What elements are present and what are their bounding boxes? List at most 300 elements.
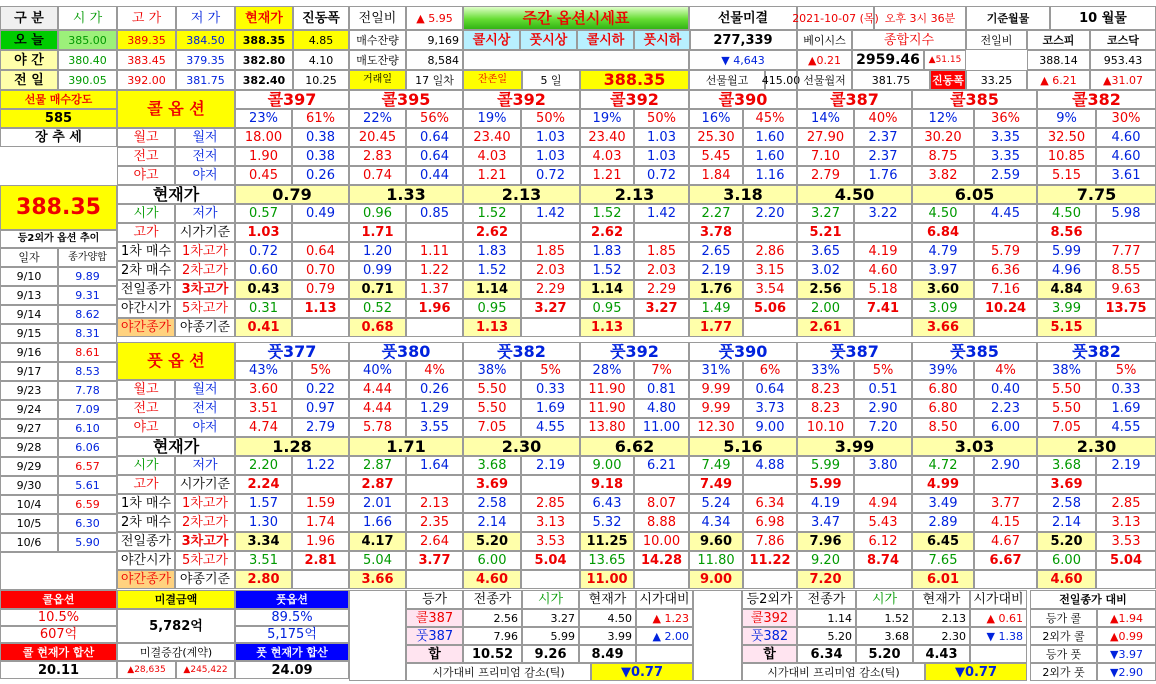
cell: 1.85	[521, 242, 580, 261]
row-label: 야간시가	[117, 299, 175, 318]
cell: 5.15	[1037, 318, 1096, 337]
cell: 9.60	[689, 532, 743, 551]
row-label: 전저	[175, 147, 235, 166]
call-amt: 607억	[0, 626, 117, 643]
cell: 25.30	[689, 128, 743, 147]
row-label: 2차고가	[175, 513, 235, 532]
cell: 1.13	[463, 318, 521, 337]
cell: 5.79	[974, 242, 1037, 261]
cell	[974, 318, 1037, 337]
row-prev-c0: 전 일	[0, 70, 58, 90]
table-cell: 1.52	[856, 609, 913, 627]
cell: 9.18	[580, 475, 634, 494]
cell: 2.79	[797, 166, 854, 185]
row-today-c2: 389.35	[117, 30, 176, 50]
cell: 2.61	[797, 318, 854, 337]
cell: 1.69	[521, 399, 580, 418]
cell: 1.03	[634, 147, 689, 166]
cell: 1.83	[463, 242, 521, 261]
put-pct2-0: 5%	[292, 361, 349, 380]
page-title: 주간 옵션시세표	[463, 6, 689, 30]
cell: 0.38	[292, 128, 349, 147]
cell: 9.63	[1096, 280, 1156, 299]
cell	[406, 475, 463, 494]
cell: 8.56	[1037, 223, 1096, 242]
row-today-c0: 오 늘	[0, 30, 58, 50]
cell: 4.60	[1096, 128, 1156, 147]
trend-value: 7.09	[58, 400, 117, 419]
table-cell: 콜387	[406, 609, 463, 627]
cell: 6.45	[912, 532, 974, 551]
cell: 4.96	[1037, 261, 1096, 280]
row-label: 야고	[117, 418, 175, 437]
cell: 1.14	[580, 280, 634, 299]
cell: 3.35	[974, 147, 1037, 166]
cell: 5.50	[1037, 399, 1096, 418]
cell: 1.11	[406, 242, 463, 261]
basis-change: ▲0.21	[797, 50, 852, 70]
cell: 0.64	[743, 380, 797, 399]
row-label: 저가	[175, 456, 235, 475]
cell	[406, 570, 463, 589]
current-0: 1.28	[235, 437, 349, 456]
cell: 4.44	[349, 380, 406, 399]
cell: 11.00	[634, 418, 689, 437]
cmp-label: 2외가 콜	[1030, 627, 1097, 645]
cell: 11.22	[743, 551, 797, 570]
current-2: 2.30	[463, 437, 580, 456]
cell: 2.23	[974, 399, 1037, 418]
cell: 4.60	[854, 261, 912, 280]
table-cell: 8.49	[579, 645, 636, 663]
current-label: 현재가	[117, 185, 235, 204]
buy-remaining-label: 매수잔량	[349, 30, 406, 50]
cell: 3.69	[1037, 475, 1096, 494]
cell: 3.65	[797, 242, 854, 261]
cell: 1.76	[854, 166, 912, 185]
futures-price: 388.35	[580, 70, 689, 90]
cell: 3.15	[743, 261, 797, 280]
row-label: 1차 매수	[117, 242, 175, 261]
row-label: 5차고가	[175, 299, 235, 318]
cell: 2.14	[463, 513, 521, 532]
cmp-value: ▼3.97	[1097, 645, 1156, 663]
trend-date: 9/29	[0, 457, 58, 476]
cell: 9.00	[743, 418, 797, 437]
cell: 0.74	[349, 166, 406, 185]
row-today-c4: 388.35	[235, 30, 293, 50]
cell: 2.13	[406, 494, 463, 513]
cell: 1.14	[463, 280, 521, 299]
cell: 5.18	[854, 280, 912, 299]
trend-date: 10/6	[0, 533, 58, 552]
cell	[521, 223, 580, 242]
cell: 7.86	[743, 532, 797, 551]
cell: 11.90	[580, 380, 634, 399]
cell: 8.88	[634, 513, 689, 532]
label-gubun: 구 분	[0, 6, 58, 30]
cell: 7.16	[974, 280, 1037, 299]
cell: 3.73	[743, 399, 797, 418]
put-sum-label: 풋 현재가 합산	[235, 643, 349, 661]
buy-remaining-value: 9,169	[406, 30, 463, 50]
kospi-label: 코스피	[1027, 30, 1090, 50]
cell: 7.65	[912, 551, 974, 570]
row-label: 5차고가	[175, 551, 235, 570]
cell: 0.72	[634, 166, 689, 185]
cell: 4.19	[797, 494, 854, 513]
cell: 2.58	[1037, 494, 1096, 513]
table-cell: 풋382	[742, 627, 797, 645]
table-cell: 풋387	[406, 627, 463, 645]
cell: 13.75	[1096, 299, 1156, 318]
cell: 2.24	[235, 475, 292, 494]
put-pct2-3: 7%	[634, 361, 689, 380]
trend-date: 9/17	[0, 362, 58, 381]
cell: 6.01	[912, 570, 974, 589]
cell: 3.60	[235, 380, 292, 399]
table-cell: 7.96	[463, 627, 522, 645]
table-cell: ▲ 2.00	[636, 627, 693, 645]
cell: 10.24	[974, 299, 1037, 318]
kosdaq-label: 코스닥	[1090, 30, 1156, 50]
cell: 9.99	[689, 380, 743, 399]
cell: 4.50	[1037, 204, 1096, 223]
cell	[1096, 475, 1156, 494]
row-label: 3차고가	[175, 280, 235, 299]
cell: 4.45	[974, 204, 1037, 223]
cell	[854, 475, 912, 494]
call-strike-7: 콜382	[1037, 90, 1156, 109]
cell: 1.52	[463, 204, 521, 223]
cell: 3.61	[1096, 166, 1156, 185]
row-label: 1차 매수	[117, 494, 175, 513]
cell: 2.00	[797, 299, 854, 318]
table-cell: 9.26	[522, 645, 579, 663]
trend-date: 9/23	[0, 381, 58, 400]
cell: 1.60	[743, 128, 797, 147]
cell: 1.21	[580, 166, 634, 185]
remain-days-label: 잔존일	[463, 70, 522, 90]
cell: 5.20	[1037, 532, 1096, 551]
trend-date: 10/4	[0, 495, 58, 514]
cell: 13.65	[580, 551, 634, 570]
label-high: 고 가	[117, 6, 176, 30]
put-pct1-4: 31%	[689, 361, 743, 380]
table-header: 시가	[522, 590, 579, 609]
jindong-value: 33.25	[966, 70, 1027, 90]
cell: 3.27	[797, 204, 854, 223]
cell	[634, 570, 689, 589]
table-cell: ▲ 1.23	[636, 609, 693, 627]
current-6: 3.03	[912, 437, 1037, 456]
put-strike-5: 풋387	[797, 342, 912, 361]
cell: 6.00	[1037, 551, 1096, 570]
row-label: 전일종가	[117, 280, 175, 299]
trend-value: 6.10	[58, 419, 117, 438]
cell: 7.05	[1037, 418, 1096, 437]
table-header: 시가대비	[636, 590, 693, 609]
cell: 2.27	[689, 204, 743, 223]
current-4: 3.18	[689, 185, 797, 204]
cell	[854, 223, 912, 242]
cell: 6.84	[912, 223, 974, 242]
cell: 1.76	[689, 280, 743, 299]
cell: 1.90	[235, 147, 292, 166]
cell: 9.99	[689, 399, 743, 418]
call-title: 콜 옵 션	[117, 90, 235, 128]
row-label: 3차고가	[175, 532, 235, 551]
cell: 3.82	[912, 166, 974, 185]
row-label: 저가	[175, 204, 235, 223]
sell-remaining-label: 매도잔량	[349, 50, 406, 70]
table-header: 전종가	[463, 590, 522, 609]
cell: 0.72	[235, 242, 292, 261]
cell: 3.27	[521, 299, 580, 318]
cell	[1096, 318, 1156, 337]
row-label: 월고	[117, 380, 175, 399]
table-cell: 2.30	[913, 627, 970, 645]
call-pct: 10.5%	[0, 609, 117, 626]
call-pct1-6: 12%	[912, 109, 974, 128]
cmp-label: 2외가 풋	[1030, 663, 1097, 681]
cell: 1.77	[689, 318, 743, 337]
table-cell: 6.34	[797, 645, 856, 663]
remain-days-value: 5 일	[522, 70, 580, 90]
cell	[854, 570, 912, 589]
premium-foot: 시가대비 프리미엄 감소(틱)	[406, 663, 591, 681]
call-pct2-6: 36%	[974, 109, 1037, 128]
cell: 2.29	[634, 280, 689, 299]
trend-value: 9.89	[58, 267, 117, 286]
call-pct1-7: 9%	[1037, 109, 1096, 128]
cell: 2.86	[743, 242, 797, 261]
cell: 3.47	[797, 513, 854, 532]
cell: 0.41	[235, 318, 292, 337]
cell: 5.04	[521, 551, 580, 570]
cell: 2.83	[349, 147, 406, 166]
delta-call: ▲28,635	[117, 661, 176, 679]
cell: 7.49	[689, 475, 743, 494]
cell: 4.74	[235, 418, 292, 437]
current-3: 6.62	[580, 437, 689, 456]
cell: 20.45	[349, 128, 406, 147]
cell: 11.25	[580, 532, 634, 551]
cell: 0.57	[235, 204, 292, 223]
table-cell: 5.20	[797, 627, 856, 645]
cell: 2.59	[974, 166, 1037, 185]
current-2: 2.13	[463, 185, 580, 204]
cell: 14.28	[634, 551, 689, 570]
cell: 5.99	[797, 475, 854, 494]
cell: 2.80	[235, 570, 292, 589]
cell	[521, 318, 580, 337]
cell: 1.52	[580, 204, 634, 223]
cell: 2.19	[689, 261, 743, 280]
trend-value: 8.61	[58, 343, 117, 362]
cell: 4.99	[912, 475, 974, 494]
cell: 32.50	[1037, 128, 1096, 147]
trend-date: 10/5	[0, 514, 58, 533]
row-label: 야저	[175, 166, 235, 185]
cell: 2.20	[235, 456, 292, 475]
label-range: 진동폭	[293, 6, 349, 30]
cell	[974, 223, 1037, 242]
cell	[634, 475, 689, 494]
row-prev-c3: 381.75	[176, 70, 235, 90]
cell: 8.75	[912, 147, 974, 166]
cmp-label: 등가 콜	[1030, 609, 1097, 627]
row-prev-c2: 392.00	[117, 70, 176, 90]
cell: 1.20	[349, 242, 406, 261]
cell: 1.83	[580, 242, 634, 261]
cell: 0.26	[292, 166, 349, 185]
cell: 0.45	[235, 166, 292, 185]
row-prev-c4: 382.40	[235, 70, 293, 90]
trend-date: 9/30	[0, 476, 58, 495]
cell: 4.80	[634, 399, 689, 418]
kosdaq-change: ▲31.07	[1090, 70, 1156, 90]
call-strike-5: 콜387	[797, 90, 912, 109]
call-strike-3: 콜392	[580, 90, 689, 109]
cell: 3.22	[854, 204, 912, 223]
table-cell	[970, 645, 1027, 663]
cell: 5.15	[1037, 166, 1096, 185]
call-pct2-7: 30%	[1096, 109, 1156, 128]
table-cell: 2.56	[463, 609, 522, 627]
put-pct1-5: 33%	[797, 361, 854, 380]
cell: 6.36	[974, 261, 1037, 280]
table-cell: 4.43	[913, 645, 970, 663]
cell: 6.43	[580, 494, 634, 513]
trend-date: 9/14	[0, 305, 58, 324]
date-label: 2021-10-07 (목)	[797, 6, 874, 30]
cell: 1.52	[580, 261, 634, 280]
label-open: 시 가	[58, 6, 117, 30]
cell: 4.88	[743, 456, 797, 475]
cell: 4.60	[1096, 147, 1156, 166]
table-cell: 3.99	[579, 627, 636, 645]
row-label: 시가기준	[175, 223, 235, 242]
composite-label: 종합지수	[852, 30, 966, 50]
cell: 3.54	[743, 280, 797, 299]
cell: 30.20	[912, 128, 974, 147]
composite-value: 2959.46	[852, 50, 924, 70]
cell: 10.00	[634, 532, 689, 551]
call-pct2-4: 45%	[743, 109, 797, 128]
trend-date: 9/16	[0, 343, 58, 362]
cell: 3.09	[912, 299, 974, 318]
flags-row-empty	[463, 50, 689, 70]
cell: 0.33	[1096, 380, 1156, 399]
cell: 2.37	[854, 147, 912, 166]
cell: 7.41	[854, 299, 912, 318]
flag-0: 콜시상	[463, 30, 520, 50]
cell: 5.06	[743, 299, 797, 318]
cell: 0.81	[634, 380, 689, 399]
cell: 0.60	[235, 261, 292, 280]
cell: 0.68	[349, 318, 406, 337]
trend-value: 8.31	[58, 324, 117, 343]
cell: 1.22	[292, 456, 349, 475]
cell	[743, 223, 797, 242]
call-strike-2: 콜392	[463, 90, 580, 109]
cell: 6.21	[634, 456, 689, 475]
cell: 4.15	[974, 513, 1037, 532]
cell: 3.97	[912, 261, 974, 280]
cell: 1.71	[349, 223, 406, 242]
cell	[406, 318, 463, 337]
cell: 3.53	[521, 532, 580, 551]
cell: 0.72	[521, 166, 580, 185]
table-header: 시가	[856, 590, 913, 609]
row-today-c5: 4.85	[293, 30, 349, 50]
cell: 5.50	[1037, 380, 1096, 399]
cell: 0.64	[292, 242, 349, 261]
row-label: 전고	[117, 147, 175, 166]
row-label: 야종기준	[175, 570, 235, 589]
cell: 4.79	[912, 242, 974, 261]
composite-change: ▲51.15	[924, 50, 966, 70]
kospi-value: 388.14	[1027, 50, 1090, 70]
put-strike-0: 풋377	[235, 342, 349, 361]
cell: 6.80	[912, 399, 974, 418]
cell	[634, 318, 689, 337]
cell: 23.40	[580, 128, 634, 147]
put-pct1-3: 28%	[580, 361, 634, 380]
cell: 2.20	[743, 204, 797, 223]
strength-label: 선물 매수강도	[0, 90, 117, 109]
put-strike-6: 풋385	[912, 342, 1037, 361]
cell: 7.49	[689, 456, 743, 475]
cell	[974, 570, 1037, 589]
delta-put: ▲245,422	[176, 661, 235, 679]
cell: 1.85	[634, 242, 689, 261]
cell: 2.19	[521, 456, 580, 475]
cell: 5.04	[1096, 551, 1156, 570]
cell	[406, 223, 463, 242]
cell: 6.12	[854, 532, 912, 551]
cell: 0.33	[521, 380, 580, 399]
cell: 3.34	[235, 532, 292, 551]
row-night-c2: 383.45	[117, 50, 176, 70]
cell: 0.95	[463, 299, 521, 318]
cell: 1.03	[235, 223, 292, 242]
call-pct1-5: 14%	[797, 109, 854, 128]
big-price: 388.35	[0, 185, 117, 230]
kospi-change: ▲ 6.21	[1027, 70, 1090, 90]
cell: 9.00	[689, 570, 743, 589]
call-strike-0: 콜397	[235, 90, 349, 109]
prevday-label: 전일비	[966, 30, 1027, 50]
row-label: 1차고가	[175, 494, 235, 513]
current-7: 2.30	[1037, 437, 1156, 456]
row-label: 월저	[175, 380, 235, 399]
table-header: 시가대비	[970, 590, 1027, 609]
trend-value: 6.57	[58, 457, 117, 476]
trend-date: 9/27	[0, 419, 58, 438]
row-label: 전고	[117, 399, 175, 418]
trend-value: 6.59	[58, 495, 117, 514]
trend-value: 7.78	[58, 381, 117, 400]
cell: 7.96	[797, 532, 854, 551]
cell	[292, 318, 349, 337]
date-header: 일자	[0, 248, 58, 267]
cell: 2.19	[1096, 456, 1156, 475]
prev-diff-value: ▲ 5.95	[406, 6, 463, 30]
cell: 2.58	[463, 494, 521, 513]
open-summary-label: 미결금액	[117, 590, 235, 609]
